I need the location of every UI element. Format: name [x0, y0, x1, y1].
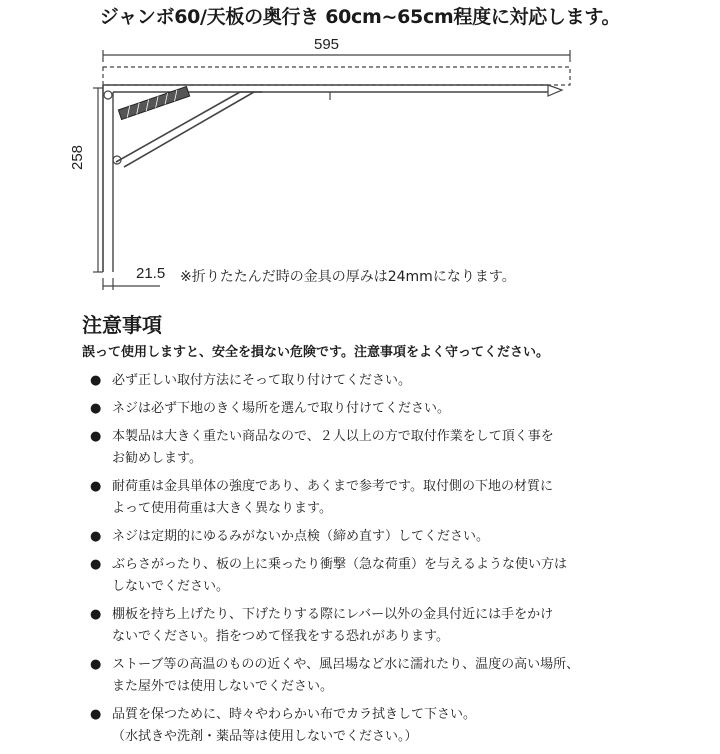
height-dimension-label: 258: [69, 144, 86, 170]
item-text-continued: よって使用荷重は大きく異なります。: [112, 501, 332, 516]
item-text: ネジは定期的にゆるみがないか点検（締め直す）してください。: [112, 529, 490, 544]
list-item: [90, 526, 700, 548]
bullet-icon: ●: [90, 707, 102, 722]
caution-title: 注意事項: [82, 313, 162, 337]
item-text-continued: しないでください。: [112, 579, 230, 594]
bracket-diagram: [0, 0, 720, 300]
list-item: [90, 398, 700, 420]
item-text: ネジは必ず下地のきく場所を選んで取り付けてください。: [112, 401, 451, 416]
item-text: 本製品は大きく重たい商品なので、２人以上の方で取付作業をして頂く事を: [112, 429, 554, 444]
item-text: 必ず正しい取付方法にそって取り付けてください。: [112, 373, 412, 388]
list-item: [90, 604, 700, 648]
bullet-icon: ●: [90, 557, 102, 572]
item-text-continued: （水拭きや洗剤・薬品等は使用しないでください。）: [112, 729, 418, 744]
item-text: ぶらさがったり、板の上に乗ったり衝撃（急な荷重）を与えるような使い方は: [112, 557, 568, 572]
item-text: 品質を保つために、時々やわらかい布でカラ拭きして下さい。: [112, 707, 477, 722]
bullet-icon: ●: [90, 401, 102, 416]
caution-list: [90, 370, 700, 754]
item-text: ストーブ等の高温のものの近くや、風呂場など水に濡れたり、温度の高い場所、: [112, 657, 580, 672]
thickness-dimension-label: 21.5: [136, 265, 166, 282]
item-text: 棚板を持ち上げたり、下げたりする際にレバー以外の金具付近には手をかけ: [112, 607, 554, 622]
folded-thickness-note: ※折りたたんだ時の金具の厚みは24mmになります。: [180, 269, 516, 285]
list-item: [90, 654, 700, 698]
bullet-icon: ●: [90, 607, 102, 622]
width-dimension-label: 595: [314, 36, 340, 53]
page-heading: ジャンボ60/天板の奥行き 60cm~65cm程度に対応します。: [99, 6, 621, 28]
bullet-icon: ●: [90, 429, 102, 444]
bullet-icon: ●: [90, 657, 102, 672]
item-text-continued: ないでください。指をつめて怪我をする恐れがあります。: [112, 629, 449, 644]
item-text-continued: お勧めします。: [112, 451, 202, 466]
item-text-continued: また屋外では使用しないでください。: [112, 679, 334, 694]
list-item: [90, 554, 700, 598]
list-item: [90, 370, 700, 392]
list-item: [90, 704, 700, 748]
item-text: 耐荷重は金具単体の強度であり、あくまで参考です。取付側の下地の材質に: [112, 479, 553, 494]
list-item: [90, 476, 700, 520]
caution-intro: 誤って使用しますと、安全を損ない危険です。注意事項をよく守ってください。: [82, 345, 549, 360]
bullet-icon: ●: [90, 529, 102, 544]
bullet-icon: ●: [90, 373, 102, 388]
list-item: [90, 426, 700, 470]
bullet-icon: ●: [90, 479, 102, 494]
